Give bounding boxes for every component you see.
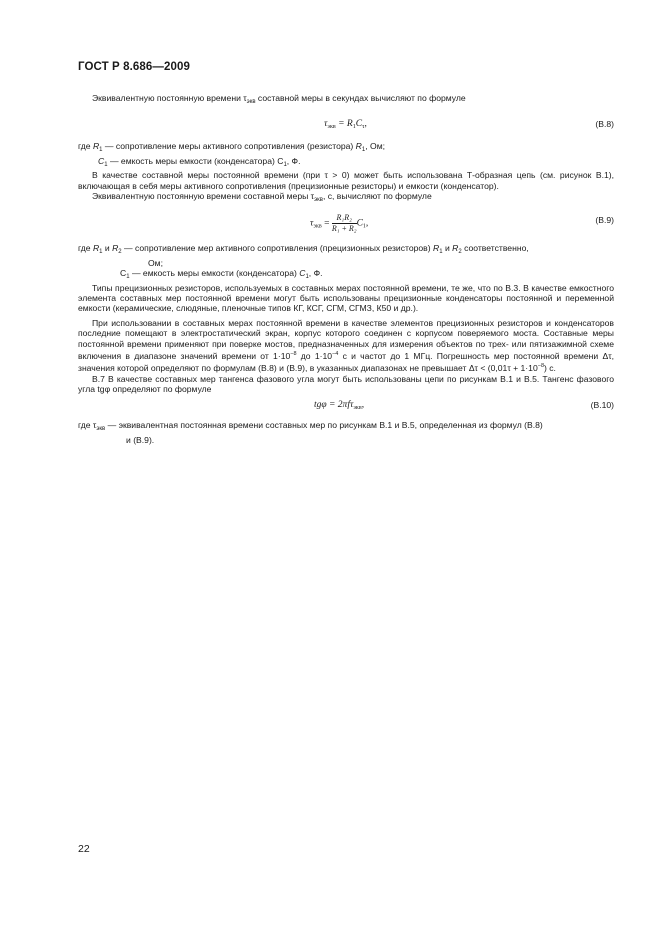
formula-b9-expression: $\tau_{экв}$ = $\frac{\text{R₁R₂}}{\text{R₁ + R₂}}$ $C_1$, (310, 213, 369, 234)
where-c1-b: $С_1$ — емкость меры емкости (конденсатора) $C_1$, Ф. (120, 268, 323, 281)
main-text (78, 93, 614, 445)
formula-b9-number: (В.9) (595, 215, 614, 226)
where-tau: где $\tau_{экв}$ — эквивалентная постоянная времени составных мер по рисункам В.1 и В.5, определенная из формул (В.8) (78, 420, 543, 433)
formula-b10-number: (В.10) (590, 400, 614, 411)
where-tau-cont: и (В.9). (126, 434, 155, 445)
formula-b9-fraction: $\frac{\text{R₁R₂}}{\text{R₁ + R₂}}$ (331, 213, 357, 234)
formula-b10 (78, 398, 614, 416)
paragraph-5: При использовании в составных мерах постоянной времени в качестве элементов прецизионных резисторов и конденсаторов последние помещают в электростатический экран, корпус которого соединен с корпусом поверяемого моста. Составные меры постоянной времени применяют при поверке мостов, предназначенных для измерения объектов по трех- или пятизажимной схеме включения в диапазоне значений времени от $1\cdot 10^{-8}$ до $1\cdot 10^{-4}$ с и частот до 1 МГц. Погрешность мер постоянной времени Δτ, значения которой определяют по формулам (В.8) и (В.9), в указанных диапазонах не превышает $\Delta\tau < (0,01\tau + 1\cdot 10^{-8})$ с. (78, 317, 614, 374)
where-r1-r2-unit: Ом; (148, 257, 163, 268)
page-number: 22 (78, 843, 90, 855)
where-r1: где $R_1$ — сопротивление меры активного сопротивления (резистора) $R_1$, Ом; (78, 141, 385, 154)
paragraph-1: Эквивалентную постоянную времени $\tau_{экв}$ составной меры в секундах вычисляют по формуле (92, 93, 466, 105)
paragraph-3: Эквивалентную постоянную времени составной меры $\tau_{экв}$, с, вычисляют по формуле (92, 191, 432, 204)
formula-b8 (78, 117, 614, 135)
formula-b8-expression: $\tau_{экв} = R_1C_\tau$, (324, 119, 367, 131)
formula-b10-expression: tgφ = 2πfτ$_{экв}$, (314, 400, 365, 412)
paragraph-4: Типы прецизионных резисторов, используемых в составных мерах постоянной времени, те же, что по В.3. В качестве емкостного элемента составных мер постоянной времени могут быть использованы прецизионные конденсаторы постоянной и переменной емкости (керамические, слюдяные, пленочные типов КГ, КСГ, СГМ, СГМЗ, К50 и др.). (78, 282, 614, 314)
paragraph-2: В качестве составной меры постоянной времени (при τ > 0) может быть использована Т-образная цепь (см. рисунок В.1), включающая в себя меры активного сопротивления (прецизионные резисторы) и емкости (конденсатор). (78, 170, 614, 191)
where-r1-r2: где $R_1$ и $R_2$ — сопротивление мер активного сопротивления (прецизионных резисторов) $R_1$ и $R_2$ соответственно, (78, 243, 529, 256)
paragraph-6: В.7 В качестве составных мер тангенса фазового угла могут быть использованы цепи по рисункам В.1 и В.5. Тангенс фазового угла tgφ определяют по формуле (78, 373, 614, 395)
formula-b9 (78, 209, 614, 243)
document-header: ГОСТ Р 8.686—2009 (78, 61, 190, 73)
where-c1: $C_1$ — емкость меры емкости (конденсатора) $С_1$, Ф. (98, 155, 301, 168)
formula-b8-number: (В.8) (595, 119, 614, 130)
